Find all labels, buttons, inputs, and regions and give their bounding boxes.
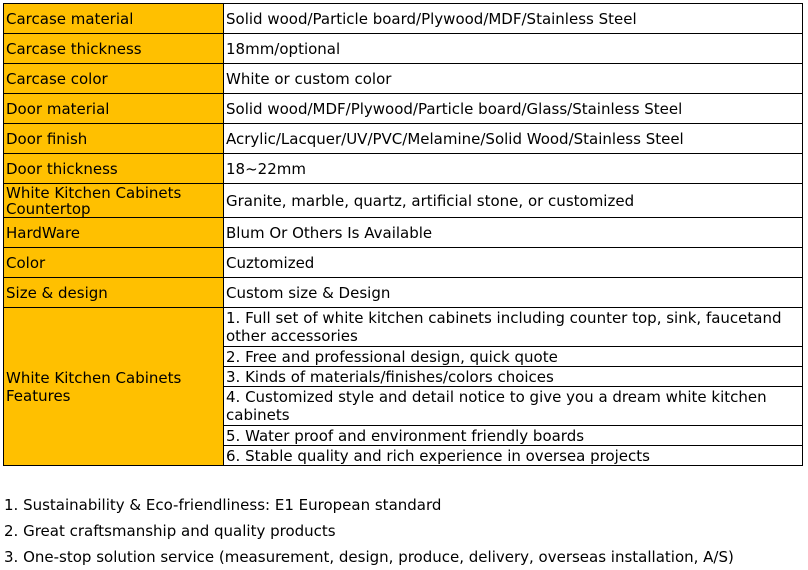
table-row	[4, 34, 803, 64]
feature-item: 1. Full set of white kitchen cabinets including counter top, sink, faucetand other accessories	[224, 308, 803, 347]
table-row	[4, 184, 803, 218]
table-row	[4, 154, 803, 184]
row-value: 18mm/optional	[224, 34, 803, 64]
row-value: Custom size & Design	[224, 278, 803, 308]
row-label: Door material	[4, 94, 224, 124]
table-row	[4, 64, 803, 94]
row-label: Carcase color	[4, 64, 224, 94]
note-item: 1. Sustainability & Eco-friendliness: E1 European standard	[4, 496, 442, 514]
feature-item: 6. Stable quality and rich experience in oversea projects	[224, 446, 803, 466]
row-label: Size & design	[4, 278, 224, 308]
note-item: 3. One-stop solution service (measurement, design, produce, delivery, overseas installation, A/S)	[4, 548, 734, 566]
row-value: Cuztomized	[224, 248, 803, 278]
row-label: Door thickness	[4, 154, 224, 184]
table-row	[4, 218, 803, 248]
row-value: Acrylic/Lacquer/UV/PVC/Melamine/Solid Wood/Stainless Steel	[224, 124, 803, 154]
table-row	[4, 278, 803, 308]
spec-table	[3, 3, 803, 466]
row-value: Solid wood/MDF/Plywood/Particle board/Glass/Stainless Steel	[224, 94, 803, 124]
feature-item: 5. Water proof and environment friendly boards	[224, 426, 803, 446]
table-row	[4, 248, 803, 278]
row-label: Door finish	[4, 124, 224, 154]
feature-item: 3. Kinds of materials/finishes/colors choices	[224, 367, 803, 387]
row-label: White Kitchen Cabinets Countertop	[4, 184, 224, 218]
row-value: White or custom color	[224, 64, 803, 94]
table-row	[4, 124, 803, 154]
row-label: Color	[4, 248, 224, 278]
features-label: White Kitchen Cabinets Features	[4, 308, 224, 466]
feature-item: 2. Free and professional design, quick quote	[224, 347, 803, 367]
notes-list	[4, 492, 734, 570]
features-row	[4, 308, 803, 347]
row-value: Blum Or Others Is Available	[224, 218, 803, 248]
row-value: Solid wood/Particle board/Plywood/MDF/Stainless Steel	[224, 4, 803, 34]
row-label: Carcase thickness	[4, 34, 224, 64]
feature-item: 4. Customized style and detail notice to give you a dream white kitchen cabinets	[224, 387, 803, 426]
table-row	[4, 94, 803, 124]
row-label: HardWare	[4, 218, 224, 248]
table-row	[4, 4, 803, 34]
row-value: Granite, marble, quartz, artificial stone, or customized	[224, 184, 803, 218]
note-item: 2. Great craftsmanship and quality products	[4, 522, 336, 540]
row-value: 18~22mm	[224, 154, 803, 184]
row-label: Carcase material	[4, 4, 224, 34]
